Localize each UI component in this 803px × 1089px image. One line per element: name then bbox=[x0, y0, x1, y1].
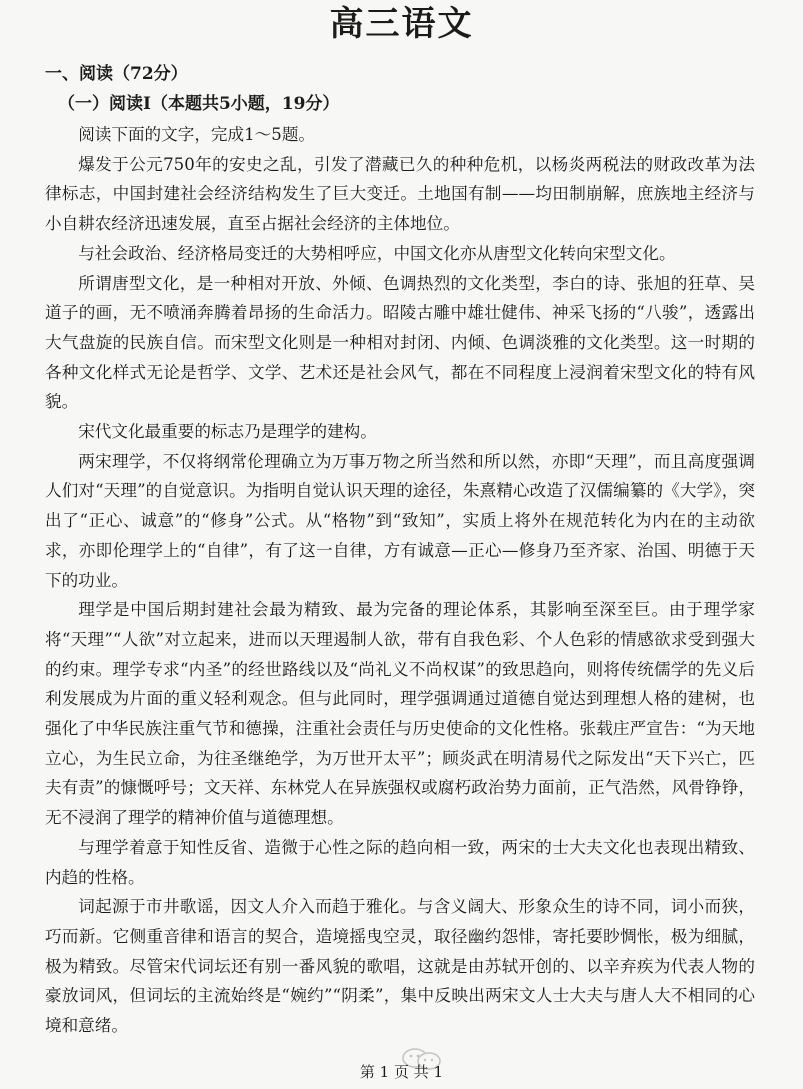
passage-paragraph: 爆发于公元750年的安史之乱，引发了潜藏已久的种种危机，以杨炎两税法的财政改革为法律标志，中国封建社会经济结构发生了巨大变迁。土地国有制——均田制崩解，庶族地主经济与小自耕农经济迅速发展，直至占据社会经济的主体地位。 bbox=[45, 154, 755, 234]
passage-paragraph: 两宋理学，不仅将纲常伦理确立为万事万物之所当然和所以然，亦即“天理”，而且高度强调人们对“天理”的自觉意识。为指明自觉认识天理的途径，朱熹精心改造了汉儒编纂的《大学》，突出了“正心、诚意”的“修身”公式。从“格物”到“致知”，实质上将外在规范转化为内在的主动欲求，亦即伦理学上的“自律”，有了这一自律，方有诚意—正心—修身乃至齐家、治国、明德于天下的功业。 bbox=[45, 451, 755, 590]
passage-paragraph: 所谓唐型文化，是一种相对开放、外倾、色调热烈的文化类型，李白的诗、张旭的狂草、吴道子的画，无不喷涌奔腾着昂扬的生命活力。昭陵古雕中雄壮健伟、神采飞扬的“八骏”，透露出大气盘旋的民族自信。而宋型文化则是一种相对封闭、内倾、色调淡雅的文化类型。这一时期的各种文化样式无论是哲学、文学、艺术还是社会风气，都在不同程度上浸润着宋型文化的特有风貌。 bbox=[45, 273, 755, 412]
page-title: 高三语文 bbox=[329, 4, 474, 44]
section-heading: 一、阅读（72分） bbox=[45, 64, 188, 84]
instruction-paragraph: 阅读下面的文字，完成1～5题。 bbox=[78, 125, 316, 144]
reading-passage bbox=[45, 120, 755, 1041]
passage-paragraph: 宋代文化最重要的标志乃是理学的建构。 bbox=[78, 422, 377, 442]
passage-paragraph: 理学是中国后期封建社会最为精致、最为完备的理论体系，其影响至深至巨。由于理学家将“天理”“人欲”对立起来，进而以天理遏制人欲，带有自我色彩、个人色彩的情感欲求受到强大的约束。理学专求“内圣”的经世路线以及“尚礼义不尚权谋”的致思趋向，则将传统儒学的先义后利发展成为片面的重义轻利观念。但与此同时，理学强调通过道德自觉达到理想人格的建树，也强化了中华民族注重气节和德操，注重社会责任与历史使命的文化性格。张载庄严宣告：“为天地立心，为生民立命，为往圣继绝学，为万世开太平”；顾炎武在明清易代之际发出“天下兴亡，匹夫有责”的慷慨呼号；文天祥、东林党人在异族强权或腐朽政治势力面前，正气浩然，风骨铮铮，无不浸润了理学的精神价值与道德理想。 bbox=[45, 600, 755, 828]
passage-paragraph: 词起源于市井歌谣，因文人介入而趋于雅化。与含义阔大、形象众生的诗不同，词小而狭，巧而新。它侧重音律和语言的契合，造境摇曳空灵，取径幽约怨悱，寄托要眇惆怅，极为细腻，极为精致。尽管宋代词坛还有别一番风貌的歌唱，这就是由苏轼开创的、以辛弃疾为代表人物的豪放词风，但词坛的主流始终是“婉约”“阴柔”，集中反映出两宋文人士大夫与唐人大不相同的心境和意绪。 bbox=[45, 897, 755, 1036]
page-footer: 第 1 页 共 1 bbox=[359, 1063, 444, 1081]
passage-paragraph: 与社会政治、经济格局变迁的大势相呼应，中国文化亦从唐型文化转向宋型文化。 bbox=[78, 243, 676, 263]
sub-section-heading: （一）阅读I（本题共5小题，19分） bbox=[58, 94, 340, 114]
passage-paragraph: 与理学着意于知性反省、造微于心性之际的趋向相一致，两宋的士大夫文化也表现出精致、内趋的性格。 bbox=[45, 837, 755, 887]
